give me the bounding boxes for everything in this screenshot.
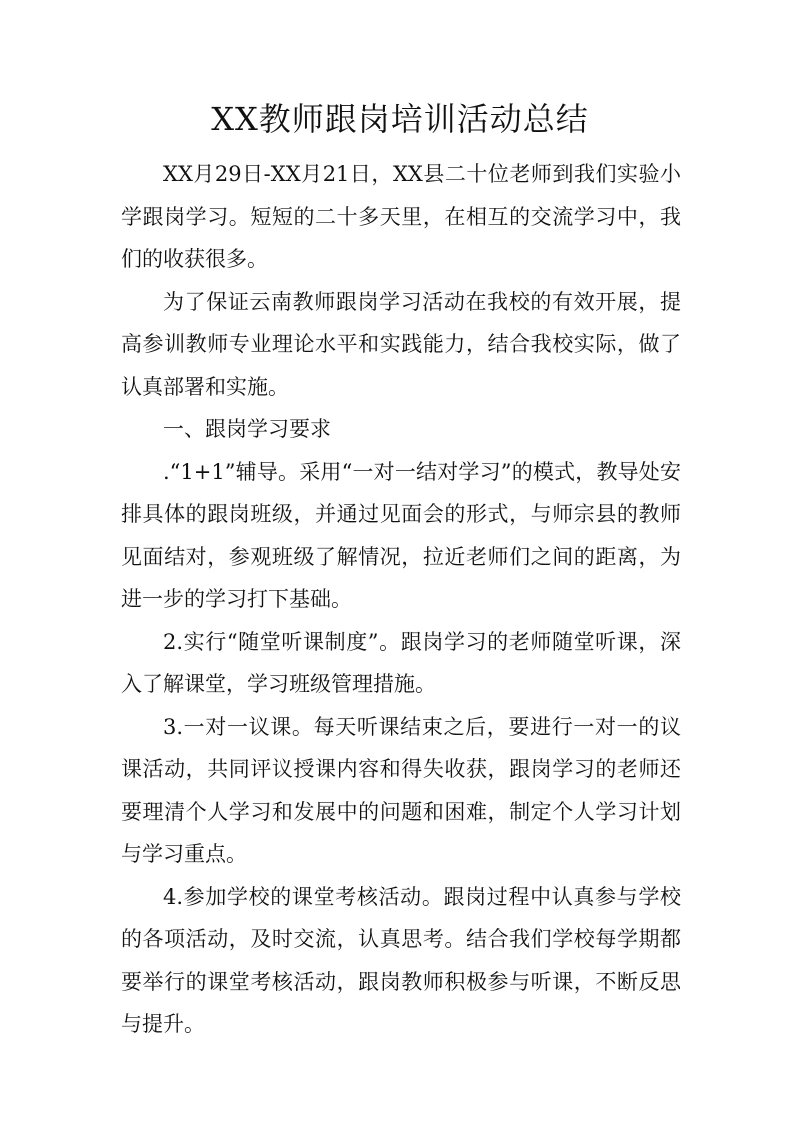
document-body xyxy=(121,153,681,1046)
section-heading-requirements: 一、跟岗学习要求 xyxy=(163,417,331,441)
paragraph-item-2: 2.实行“随堂听课制度”。跟岗学习的老师随堂听课，深入了解课堂，学习班级管理措施。 xyxy=(121,629,681,696)
paragraph-purpose: 为了保证云南教师跟岗学习活动在我校的有效开展，提高参训教师专业理论水平和实践能力，结合我校实际，做了认真部署和实施。 xyxy=(121,289,681,399)
paragraph-item-4: 4.参加学校的课堂考核活动。跟岗过程中认真参与学校的各项活动，及时交流，认真思考。结合我们学校每学期都要举行的课堂考核活动，跟岗教师积极参与听课，不断反思与提升。 xyxy=(121,884,681,1036)
paragraph-item-3: 3.一对一议课。每天听课结束之后，要进行一对一的议课活动，共同评议授课内容和得失收获，跟岗学习的老师还要理清个人学习和发展中的问题和困难，制定个人学习计划与学习重点。 xyxy=(121,714,681,866)
paragraph-intro: XX月29日-XX月21日，XX县二十位老师到我们实验小学跟岗学习。短短的二十多天里，在相互的交流学习中，我们的收获很多。 xyxy=(121,162,681,271)
paragraph-item-1: .“1+1”辅导。采用“一对一结对学习”的模式，教导处安排具体的跟岗班级，并通过见面会的形式，与师宗县的教师见面结对，参观班级了解情况，拉近老师们之间的距离，为进一步的学习打下基础。 xyxy=(121,459,681,611)
document-title: XX教师跟岗培训活动总结 xyxy=(211,100,589,138)
